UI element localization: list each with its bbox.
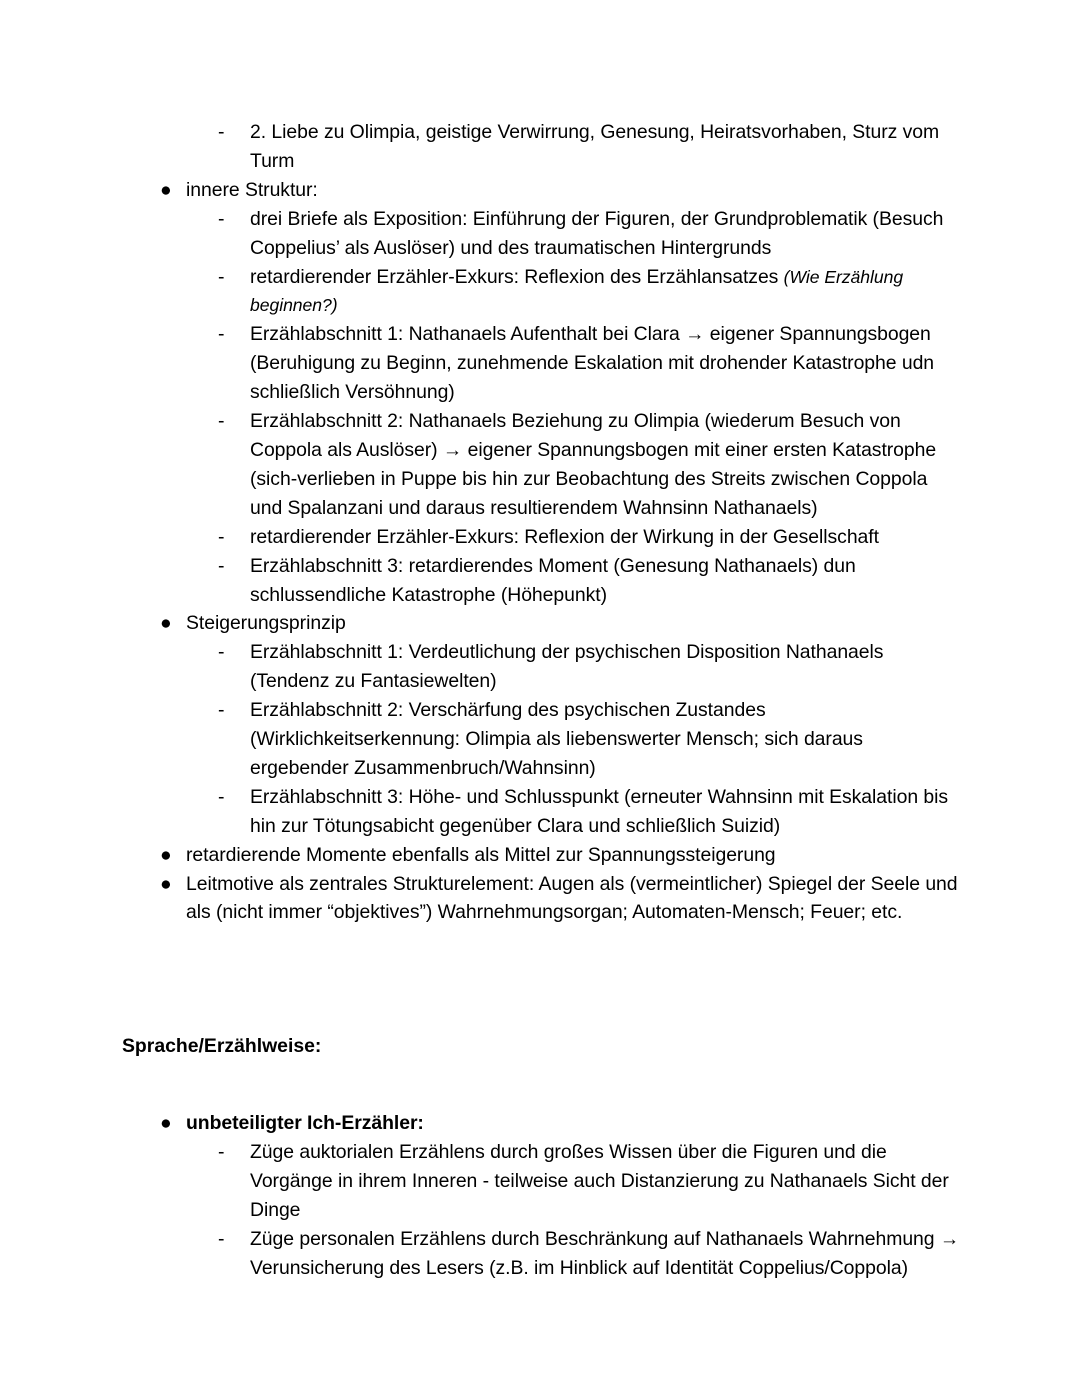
list-item bbox=[122, 870, 962, 928]
list-item-text: Erzählabschnitt 2: Nathanaels Beziehung zu Olimpia (wiederum Besuch von Coppola als Auslöser) → eigener Spannungsbogen mit einer ersten Katastrophe (sich-verlieben in Puppe bis hin zur Beobachtung des Streits zwischen Coppola und Spalanzani und daraus resultierendem Wahnsinn Nathanaels) bbox=[250, 410, 937, 519]
dash-bullet-icon: - bbox=[218, 699, 225, 722]
list-item-text: Züge personalen Erzählens durch Beschränkung auf Nathanaels Wahrnehmung → Verunsicherung des Lesers (z.B. im Hinblick auf Identität Coppelius/Coppola) bbox=[250, 1227, 960, 1279]
list-item bbox=[122, 696, 962, 783]
list-item-text: Erzählabschnitt 2: Verschärfung des psychischen Zustandes (Wirklichkeitserkennung: Olimpia als liebenswerter Mensch; sich daraus ergebender Zusammenbruch/Wahnsinn) bbox=[250, 699, 863, 779]
list-item bbox=[122, 1225, 962, 1283]
list-item-text: Leitmotive als zentrales Strukturelement: Augen als (vermeintlicher) Spiegel der Seele und als (nicht immer “objektives”) Wahrnehmungsorgan; Automaten-Mensch; Feuer; etc. bbox=[186, 872, 958, 924]
list-item bbox=[122, 523, 962, 552]
round-bullet-icon: ● bbox=[160, 872, 172, 895]
round-bullet-icon: ● bbox=[160, 843, 172, 866]
round-bullet-icon: ● bbox=[160, 178, 172, 201]
document-body bbox=[122, 118, 962, 1283]
list-item-text: retardierender Erzähler-Exkurs: Reflexion der Wirkung in der Gesellschaft bbox=[250, 525, 879, 548]
list-item bbox=[122, 841, 962, 870]
dash-bullet-icon: - bbox=[218, 1227, 225, 1250]
dash-bullet-icon: - bbox=[218, 554, 225, 577]
list-item-text: retardierende Momente ebenfalls als Mittel zur Spannungssteigerung bbox=[186, 843, 776, 866]
dash-bullet-icon: - bbox=[218, 785, 225, 808]
list-item-text: innere Struktur: bbox=[186, 178, 318, 201]
list-item-text: unbeteiligter Ich-Erzähler: bbox=[186, 1112, 424, 1135]
dash-bullet-icon: - bbox=[218, 1141, 225, 1164]
dash-bullet-icon: - bbox=[218, 265, 225, 288]
list-item-text: Erzählabschnitt 3: retardierendes Moment (Genesung Nathanaels) dun schlussendliche Katastrophe (Höhepunkt) bbox=[250, 554, 856, 606]
list-item-text: Erzählabschnitt 1: Verdeutlichung der psychischen Disposition Nathanaels (Tendenz zu Fantasiewelten) bbox=[250, 641, 884, 693]
round-bullet-icon: ● bbox=[160, 612, 172, 635]
list-item-text: Züge auktorialen Erzählens durch großes Wissen über die Figuren und die Vorgänge in ihrem Inneren - teilweise auch Distanzierung zu Nathanaels Sicht der Dinge bbox=[250, 1141, 949, 1221]
list-item bbox=[122, 609, 962, 638]
list-item bbox=[122, 205, 962, 263]
dash-bullet-icon: - bbox=[218, 207, 225, 230]
dash-bullet-icon: - bbox=[218, 525, 225, 548]
section-heading-sprache: Sprache/Erzählweise: bbox=[122, 1035, 322, 1058]
list-item-text: retardierender Erzähler-Exkurs: Reflexion des Erzählansatzes bbox=[250, 265, 784, 288]
list-item-text: Erzählabschnitt 1: Nathanaels Aufenthalt bei Clara → eigener Spannungsbogen (Beruhigung zu Beginn, zunehmende Eskalation mit drohender Katastrophe udn schließlich Versöhnung) bbox=[250, 323, 935, 404]
list-item bbox=[122, 118, 962, 176]
list-item bbox=[122, 552, 962, 610]
list-item-text: 2. Liebe zu Olimpia, geistige Verwirrung, Genesung, Heiratsvorhaben, Sturz vom Turm bbox=[250, 121, 940, 172]
dash-bullet-icon: - bbox=[218, 410, 225, 433]
list-item bbox=[122, 638, 962, 696]
list-item bbox=[122, 407, 962, 523]
list-item bbox=[122, 176, 962, 205]
sprache-outline bbox=[122, 1109, 962, 1282]
struktur-outline bbox=[122, 118, 962, 927]
dash-bullet-icon: - bbox=[218, 641, 225, 664]
list-item-text: Steigerungsprinzip bbox=[186, 612, 346, 635]
dash-bullet-icon: - bbox=[218, 121, 225, 143]
list-item bbox=[122, 320, 962, 407]
round-bullet-icon: ● bbox=[160, 1112, 172, 1135]
dash-bullet-icon: - bbox=[218, 323, 225, 346]
section-spacer bbox=[122, 927, 962, 1032]
list-item bbox=[122, 1109, 962, 1138]
list-item bbox=[122, 263, 962, 321]
list-item-text: Erzählabschnitt 3: Höhe- und Schlusspunkt (erneuter Wahnsinn mit Eskalation bis hin zur Tötungsabicht gegenüber Clara und schließlich Suizid) bbox=[250, 785, 949, 837]
list-item bbox=[122, 1138, 962, 1225]
list-item-text: drei Briefe als Exposition: Einführung der Figuren, der Grundproblematik (Besuch Coppelius’ als Auslöser) und des traumatischen Hintergrunds bbox=[250, 207, 944, 259]
heading-spacer bbox=[122, 1061, 962, 1109]
list-item bbox=[122, 783, 962, 841]
list-item-italic-text: (Wie Erzählung beginnen?) bbox=[250, 266, 904, 316]
